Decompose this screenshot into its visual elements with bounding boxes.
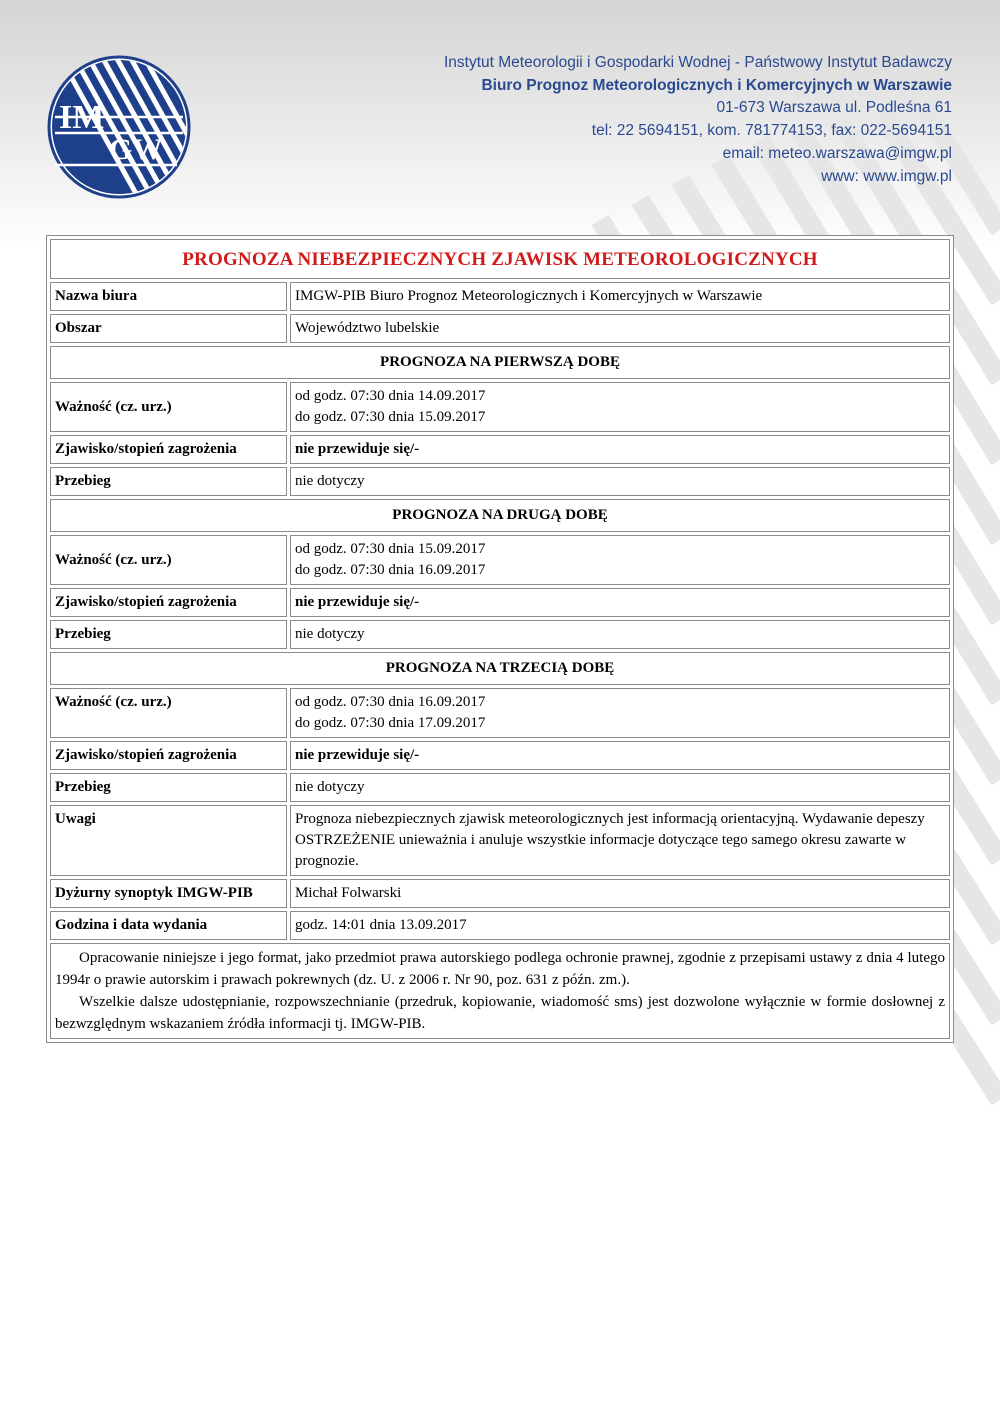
svg-text:IM: IM (59, 99, 105, 136)
forecast-table (46, 235, 954, 1043)
office-label: Nazwa biura (50, 282, 287, 311)
email[interactable]: email: meteo.warszawa@imgw.pl (722, 144, 952, 162)
office-name: Biuro Prognoz Meteorologicznych i Komercyjnych w Warszawie (481, 76, 952, 94)
copyright-paragraph-2: Wszelkie dalsze udostępnianie, rozpowszechnianie (przedruk, kopiowanie, wiadomość sms) jest dozwolone wyłącznie w formie dosłownej z bezwzględnym wskazaniem źródła informacji tj. IMGW-PIB. (55, 994, 945, 1032)
day3-course-label: Przebieg (50, 773, 287, 802)
imgw-logo (47, 55, 191, 199)
issued-value: godz. 14:01 dnia 13.09.2017 (290, 911, 950, 940)
notes-value: Prognoza niebezpiecznych zjawisk meteorologicznych jest informacją orientacyjną. Wydawanie depeszy OSTRZEŻENIE unieważnia i anuluje wszystkie informacje dotyczące tego samego okresu zawarte w prognozie. (290, 805, 950, 876)
forecaster-label: Dyżurny synoptyk IMGW-PIB (50, 879, 287, 908)
copyright-paragraph-1: Opracowanie niniejsze i jego format, jako przedmiot prawa autorskiego podlega ochronie prawnej, zgodnie z przepisami ustawy z dnia 4 lutego 1994r o prawie autorskim i prawach pokrewnych (dz. U. z 2006 r. Nr 90, poz. 631 z późn. zm.). (55, 950, 945, 988)
day1-phenomenon-label: Zjawisko/stopień zagrożenia (50, 435, 287, 464)
day1-validity-to: do godz. 07:30 dnia 15.09.2017 (295, 409, 486, 425)
document-title: PROGNOZA NIEBEZPIECZNYCH ZJAWISK METEOROLOGICZNYCH (50, 239, 950, 279)
day3-validity-value (290, 688, 950, 738)
office-value: IMGW-PIB Biuro Prognoz Meteorologicznych i Komercyjnych w Warszawie (290, 282, 950, 311)
day2-phenomenon-value: nie przewiduje się/- (290, 588, 950, 617)
day1-validity-label: Ważność (cz. urz.) (50, 382, 287, 432)
day2-heading: PROGNOZA NA DRUGĄ DOBĘ (50, 499, 950, 532)
website[interactable]: www: www.imgw.pl (821, 167, 952, 185)
day3-validity-to: do godz. 07:30 dnia 17.09.2017 (295, 715, 486, 731)
day1-course-value: nie dotyczy (290, 467, 950, 496)
day3-validity-from: od godz. 07:30 dnia 16.09.2017 (295, 694, 486, 710)
day1-validity-from: od godz. 07:30 dnia 14.09.2017 (295, 388, 486, 404)
day2-validity-label: Ważność (cz. urz.) (50, 535, 287, 585)
day2-validity-value (290, 535, 950, 585)
svg-text:GW: GW (109, 133, 163, 166)
institute-name: Instytut Meteorologii i Gospodarki Wodnej - Państwowy Instytut Badawczy (444, 54, 952, 71)
day2-validity-to: do godz. 07:30 dnia 16.09.2017 (295, 562, 486, 578)
area-label: Obszar (50, 314, 287, 343)
day1-course-label: Przebieg (50, 467, 287, 496)
issued-label: Godzina i data wydania (50, 911, 287, 940)
day3-course-value: nie dotyczy (290, 773, 950, 802)
address: 01-673 Warszawa ul. Podleśna 61 (716, 99, 952, 117)
day2-course-label: Przebieg (50, 620, 287, 649)
day1-heading: PROGNOZA NA PIERWSZĄ DOBĘ (50, 346, 950, 379)
institution-header (444, 52, 952, 188)
forecaster-value: Michał Folwarski (290, 879, 950, 908)
notes-label: Uwagi (50, 805, 287, 876)
day3-phenomenon-value: nie przewiduje się/- (290, 741, 950, 770)
day1-validity-value (290, 382, 950, 432)
area-value: Województwo lubelskie (290, 314, 950, 343)
phone-numbers: tel: 22 5694151, kom. 781774153, fax: 022-5694151 (591, 122, 952, 140)
day2-course-value: nie dotyczy (290, 620, 950, 649)
copyright-notice (50, 943, 950, 1039)
day3-heading: PROGNOZA NA TRZECIĄ DOBĘ (50, 652, 950, 685)
day2-validity-from: od godz. 07:30 dnia 15.09.2017 (295, 541, 486, 557)
day2-phenomenon-label: Zjawisko/stopień zagrożenia (50, 588, 287, 617)
day1-phenomenon-value: nie przewiduje się/- (290, 435, 950, 464)
day3-validity-label: Ważność (cz. urz.) (50, 688, 287, 738)
day3-phenomenon-label: Zjawisko/stopień zagrożenia (50, 741, 287, 770)
